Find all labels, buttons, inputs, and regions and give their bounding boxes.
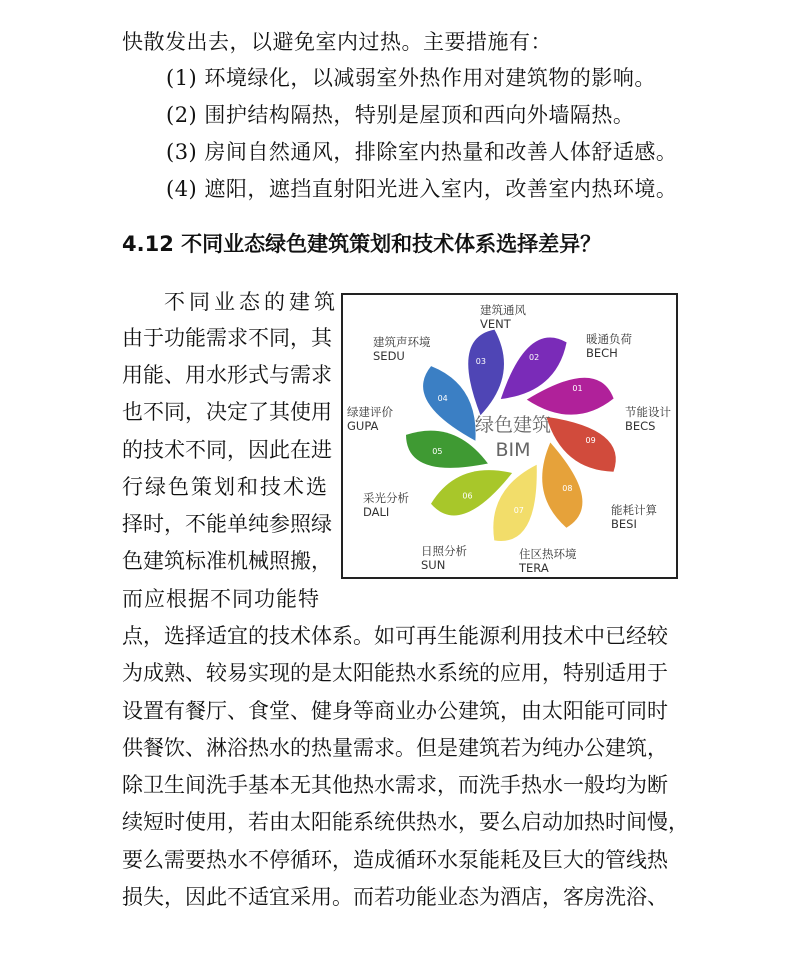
figure-center-en: BIM — [495, 439, 531, 461]
paragraph-line: 供餐饮、淋浴热水的热量需求。但是建筑若为纯办公建筑， — [122, 736, 668, 760]
petal-number: 01 — [572, 384, 583, 394]
petal-number: 05 — [432, 447, 443, 457]
petal-number: 07 — [513, 505, 524, 515]
paragraph-line: 也不同，决定了其使用 — [122, 400, 332, 424]
measure-item: (1) 环境绿化，以减弱室外热作用对建筑物的影响。 — [166, 66, 656, 90]
measure-item: (4) 遮阳，遮挡直射阳光进入室内，改善室内热环境。 — [166, 177, 678, 201]
petal-number: 09 — [585, 435, 596, 445]
paragraph-line: 色建筑标准机械照搬， — [122, 549, 332, 573]
figure-center-cn: 绿色建筑 — [474, 414, 551, 436]
paragraph-line: 用能、用水形式与需求 — [122, 363, 332, 387]
paragraph-line: 续短时使用，若由太阳能系统供热水，要么启动加热时间慢， — [122, 810, 689, 834]
petal-number: 03 — [475, 356, 486, 366]
paragraph-line: 不同业态的建筑 — [164, 290, 339, 314]
paragraph-line: 而应根据不同功能特 — [122, 587, 320, 611]
paragraph-line: 行绿色策划和技术选 — [122, 475, 329, 499]
petal-03 — [468, 330, 504, 416]
petal-number: 04 — [437, 394, 448, 404]
label-en: SEDU — [373, 349, 405, 363]
paragraph-line: 损失，因此不适宜采用。而若功能业态为酒店，客房洗浴、 — [122, 885, 668, 909]
label-en: BESI — [611, 517, 637, 531]
paragraph-line: 点，选择适宜的技术体系。如可再生能源利用技术中已经较 — [122, 624, 668, 648]
paragraph-line: 择时，不能单纯参照绿 — [122, 512, 332, 536]
label-en: VENT — [480, 317, 511, 331]
label-en: SUN — [421, 558, 446, 572]
intro-line: 快散发出去，以避免室内过热。主要措施有： — [122, 30, 552, 54]
paragraph-line: 由于功能需求不同，其 — [122, 326, 332, 350]
paragraph-line: 除卫生间洗手基本无其他热水需求，而洗手热水一般均为断 — [122, 773, 668, 797]
label-cn: 绿建评价 — [347, 405, 393, 419]
label-en: TERA — [519, 561, 549, 575]
label-cn: 日照分析 — [421, 544, 467, 558]
paragraph-line: 的技术不同，因此在进 — [122, 438, 332, 462]
label-cn: 建筑声环境 — [373, 335, 431, 349]
label-cn: 节能设计 — [625, 405, 671, 419]
paragraph-line: 要么需要热水不停循环，造成循环水泵能耗及巨大的管线热 — [122, 848, 668, 872]
label-en: DALI — [363, 505, 390, 519]
label-cn: 采光分析 — [363, 491, 409, 505]
section-heading: 4.12 不同业态绿色建筑策划和技术体系选择差异？ — [122, 232, 602, 256]
label-cn: 暖通负荷 — [586, 332, 632, 346]
paragraph-line: 设置有餐厅、食堂、健身等商业办公建筑，由太阳能可同时 — [122, 699, 668, 723]
petal-number: 02 — [529, 352, 540, 362]
label-cn: 能耗计算 — [611, 503, 657, 517]
label-cn: 住区热环境 — [519, 547, 577, 561]
measure-item: (2) 围护结构隔热，特别是屋顶和西向外墙隔热。 — [166, 103, 635, 127]
label-cn: 建筑通风 — [480, 303, 526, 317]
paragraph-line: 为成熟、较易实现的是太阳能热水系统的应用，特别适用于 — [122, 661, 668, 685]
label-en: GUPA — [347, 419, 379, 433]
petal-number: 06 — [462, 491, 473, 501]
petal-number: 08 — [562, 483, 573, 493]
measure-item: (3) 房间自然通风，排除室内热量和改善人体舒适感。 — [166, 140, 678, 164]
label-en: BECH — [586, 346, 618, 360]
bim-figure — [341, 293, 678, 579]
label-en: BECS — [625, 419, 656, 433]
